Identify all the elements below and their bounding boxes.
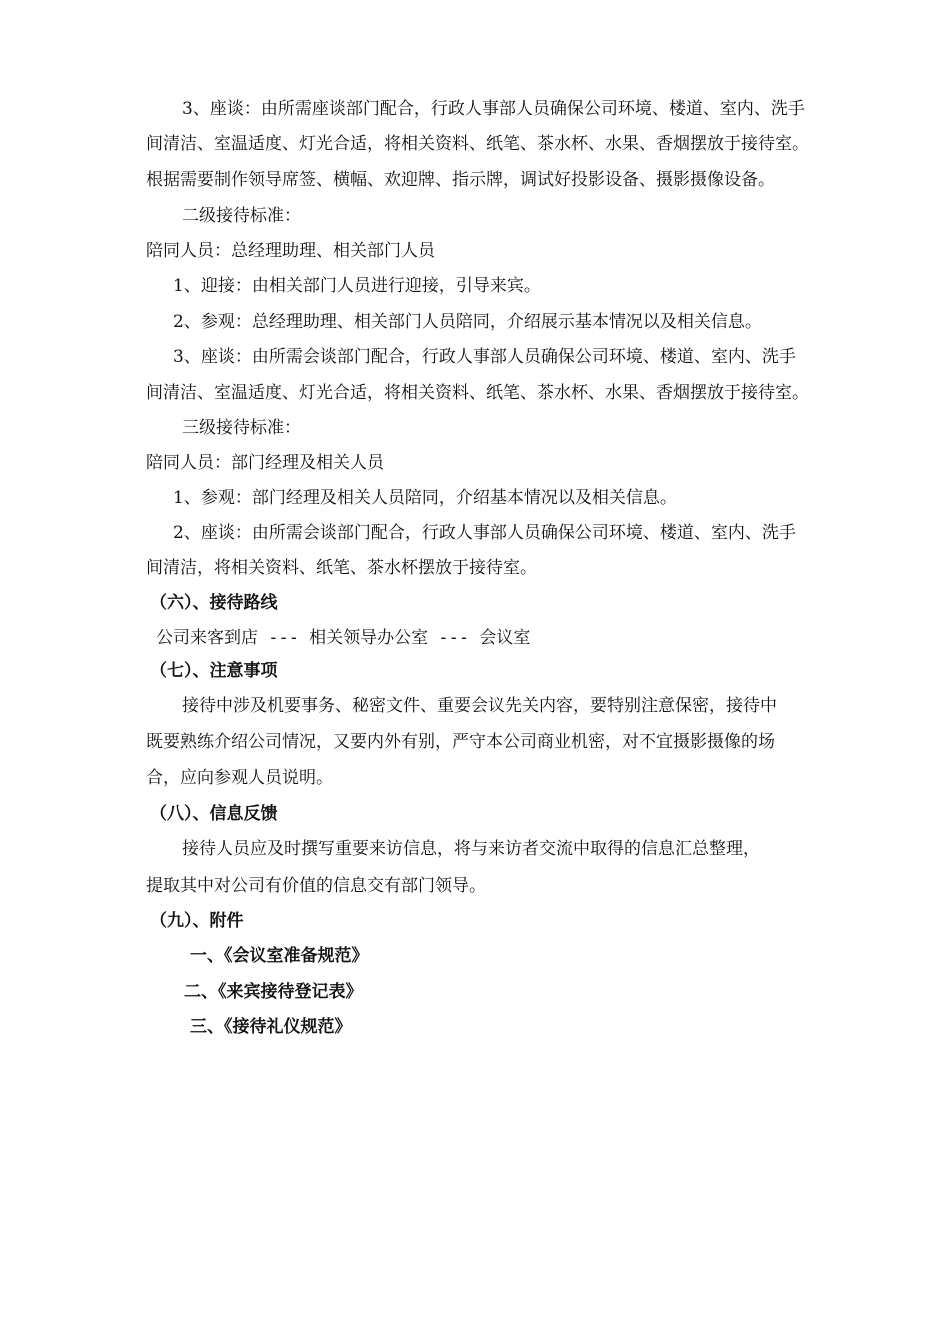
level3-item: 1、参观：部门经理及相关人员陪同，介绍基本情况以及相关信息。 xyxy=(173,488,677,508)
section-heading: （九）、附件 xyxy=(150,911,244,931)
paragraph-line: 3、座谈：由所需会谈部门配合，行政人事部人员确保公司环境、楼道、室内、洗手 xyxy=(173,347,796,367)
section-heading: （六）、接待路线 xyxy=(150,593,278,613)
paragraph-line: 间清洁、室温适度、灯光合适，将相关资料、纸笔、茶水杯、水果、香烟摆放于接待室。 xyxy=(146,134,809,154)
paragraph-line: 既要熟练介绍公司情况，又要内外有别，严守本公司商业机密，对不宜摄影摄像的场 xyxy=(146,732,775,752)
attachment-item: 一、《会议室准备规范》 xyxy=(190,946,369,966)
paragraph-line: 根据需要制作领导席签、横幅、欢迎牌、指示牌，调试好投影设备、摄影摄像设备。 xyxy=(146,170,775,190)
attachment-item: 三、《接待礼仪规范》 xyxy=(190,1017,352,1037)
level2-staff: 陪同人员：总经理助理、相关部门人员 xyxy=(146,241,435,261)
paragraph-line: 接待人员应及时撰写重要来访信息，将与来访者交流中取得的信息汇总整理， xyxy=(182,839,760,859)
level2-title: 二级接待标准： xyxy=(182,206,301,226)
section-heading: （八）、信息反馈 xyxy=(150,804,278,824)
paragraph-line: 合，应向参观人员说明。 xyxy=(146,768,333,788)
paragraph-line: 间清洁，将相关资料、纸笔、茶水杯摆放于接待室。 xyxy=(146,558,537,578)
paragraph-line: 3、座谈：由所需座谈部门配合，行政人事部人员确保公司环境、楼道、室内、洗手 xyxy=(182,99,805,119)
level2-item: 2、参观：总经理助理、相关部门人员陪同，介绍展示基本情况以及相关信息。 xyxy=(173,312,762,332)
level2-item: 1、迎接：由相关部门人员进行迎接，引导来宾。 xyxy=(173,276,541,296)
paragraph-line: 间清洁、室温适度、灯光合适，将相关资料、纸笔、茶水杯、水果、香烟摆放于接待室。 xyxy=(146,383,809,403)
paragraph-line: 提取其中对公司有价值的信息交有部门领导。 xyxy=(146,876,486,896)
level3-staff: 陪同人员：部门经理及相关人员 xyxy=(146,453,384,473)
route-text: 公司来客到店 --- 相关领导办公室 --- 会议室 xyxy=(156,628,531,648)
level3-title: 三级接待标准： xyxy=(182,418,301,438)
section-heading: （七）、注意事项 xyxy=(150,661,278,681)
paragraph-line: 接待中涉及机要事务、秘密文件、重要会议先关内容，要特别注意保密，接待中 xyxy=(182,696,777,716)
attachment-item: 二、《来宾接待登记表》 xyxy=(184,982,363,1002)
paragraph-line: 2、座谈：由所需会谈部门配合，行政人事部人员确保公司环境、楼道、室内、洗手 xyxy=(173,523,796,543)
